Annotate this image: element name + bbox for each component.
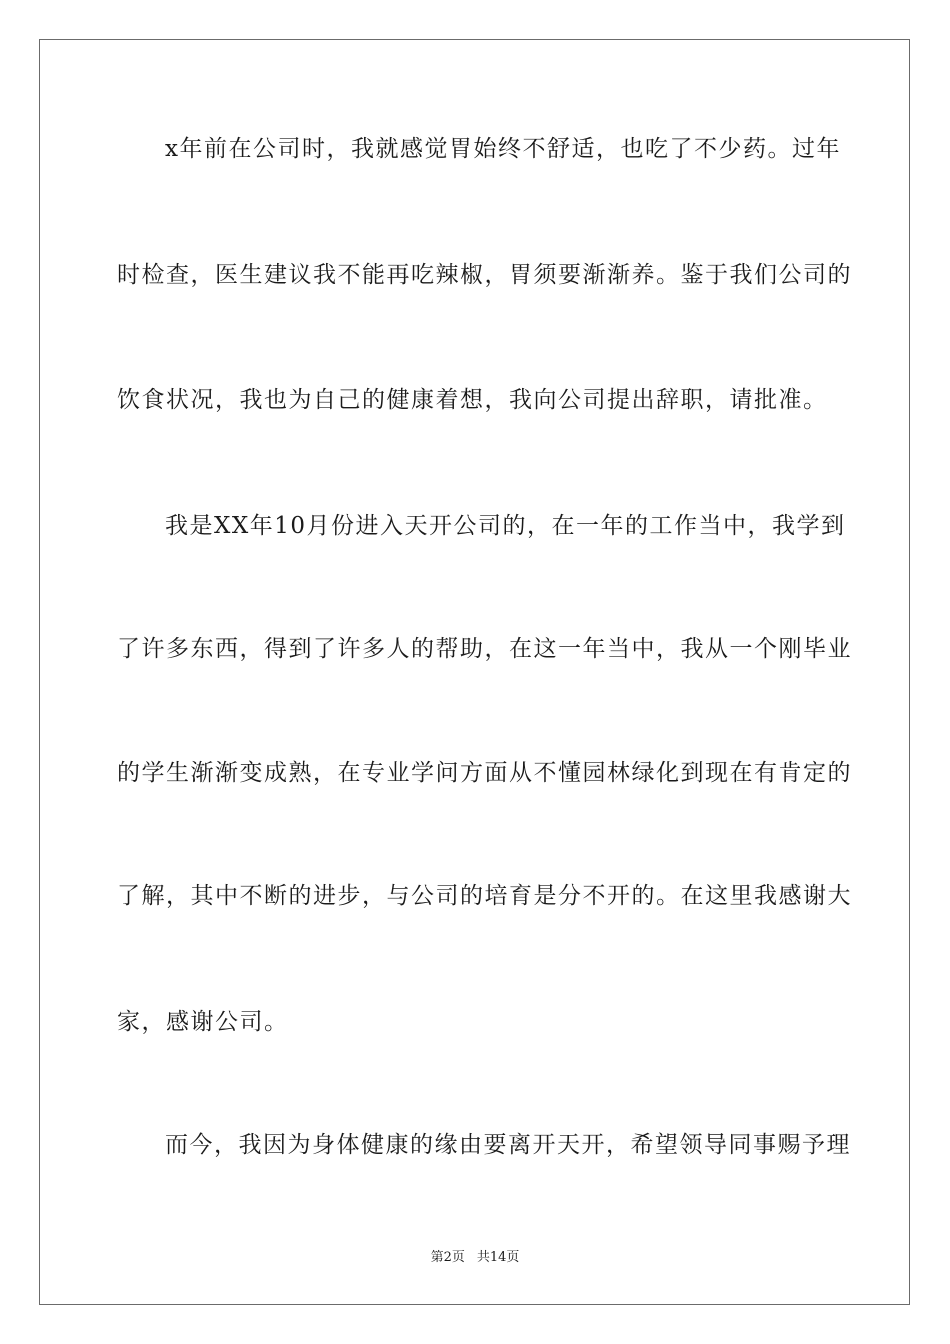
paragraph-2-line-4: 了解，其中不断的进步，与公司的培育是分不开的。在这里我感谢大 (117, 883, 852, 909)
paragraph-2-line-3: 的学生渐渐变成熟，在专业学问方面从不懂园林绿化到现在有肯定的 (117, 760, 852, 786)
paragraph-2-line-1: 我是XX年10月份进入天开公司的，在一年的工作当中，我学到 (165, 513, 846, 539)
page-border (39, 39, 910, 1305)
paragraph-2-line-5: 家，感谢公司。 (117, 1009, 289, 1035)
paragraph-3-line-1: 而今，我因为身体健康的缘由要离开天开，希望领导同事赐予理 (165, 1132, 851, 1158)
page-footer (0, 1249, 950, 1267)
paragraph-2-line-2: 了许多东西，得到了许多人的帮助，在这一年当中，我从一个刚毕业 (117, 636, 852, 662)
page-total: 共14页 (476, 1250, 520, 1265)
paragraph-1-line-3: 饮食状况，我也为自己的健康着想，我向公司提出辞职，请批准。 (117, 387, 828, 413)
paragraph-1-line-2: 时检查，医生建议我不能再吃辣椒，胃须要渐渐养。鉴于我们公司的 (117, 262, 852, 288)
paragraph-1-line-1: x年前在公司时，我就感觉胃始终不舒适，也吃了不少药。过年 (165, 136, 841, 162)
page-number: 第2页 (430, 1250, 465, 1265)
